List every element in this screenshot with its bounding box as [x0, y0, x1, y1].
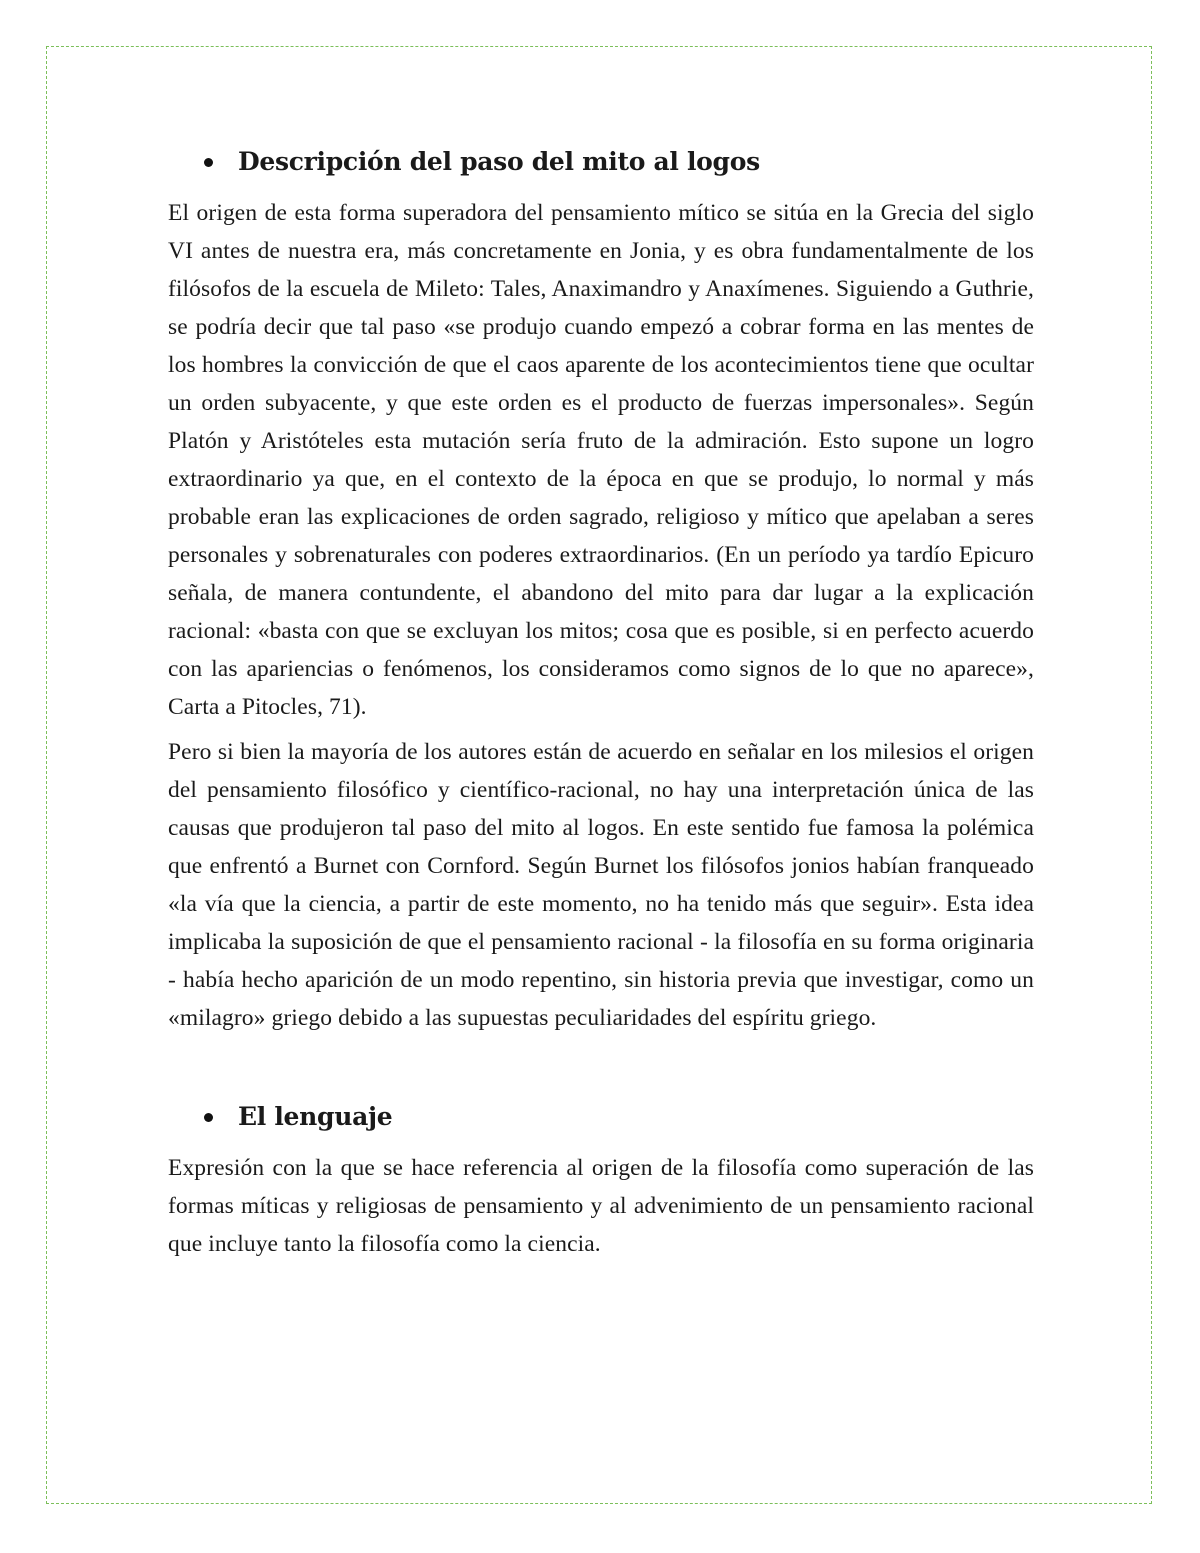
bullet-icon — [204, 1113, 213, 1122]
document-body — [168, 140, 1034, 1263]
section-el-lenguaje — [168, 1095, 1034, 1263]
paragraph: El origen de esta forma superadora del pensamiento mítico se sitúa en la Grecia del siglo VI antes de nuestra era, más concretamente en Jonia, y es obra fundamentalmente de los filósofos de la escuela de Mileto: Tales, Anaximandro y Anaxímenes. Siguiendo a Guthrie, se podría decir que tal paso «se produjo cuando empezó a cobrar forma en las mentes de los hombres la convicción de que el caos aparente de los acontecimientos tiene que ocultar un orden subyacente, y que este orden es el producto de fuerzas impersonales». Según Platón y Aristóteles esta mutación sería fruto de la admiración. Esto supone un logro extraordinario ya que, en el contexto de la época en que se produjo, lo normal y más probable eran las explicaciones de orden sagrado, religioso y mítico que apelaban a seres personales y sobrenaturales con poderes extraordinarios. (En un período ya tardío Epicuro señala, de manera contundente, el abandono del mito para dar lugar a la explicación racional: «basta con que se excluyan los mitos; cosa que es posible, si en perfecto acuerdo con las apariencias o fenómenos, los consideramos como signos de lo que no aparece», Carta a Pitocles, 71). — [168, 200, 1034, 720]
paragraph: Pero si bien la mayoría de los autores están de acuerdo en señalar en los milesios el origen del pensamiento filosófico y científico-racional, no hay una interpretación única de las causas que produjeron tal paso del mito al logos. En este sentido fue famosa la polémica que enfrentó a Burnet con Cornford. Según Burnet los filósofos jonios habían franqueado «la vía que la ciencia, a partir de este momento, no ha tenido más que seguir». Esta idea implicaba la suposición de que el pensamiento racional - la filosofía en su forma originaria - había hecho aparición de un modo repentino, sin historia previa que investigar, como un «milagro» griego debido a las supuestas peculiaridades del espíritu griego. — [168, 739, 1034, 1031]
section-paso-mito-logos — [168, 140, 1034, 1037]
paragraph: Expresión con la que se hace referencia al origen de la filosofía como superación de las formas míticas y religiosas de pensamiento y al advenimiento de un pensamiento racional que incluye tanto la filosofía como la ciencia. — [168, 1155, 1034, 1257]
section-heading-text: El lenguaje — [238, 1102, 393, 1131]
section-spacer — [168, 1037, 1034, 1095]
section-heading — [168, 1095, 1034, 1139]
section-heading — [168, 140, 1034, 184]
bullet-icon — [204, 158, 213, 167]
section-heading-text: Descripción del paso del mito al logos — [238, 147, 760, 176]
